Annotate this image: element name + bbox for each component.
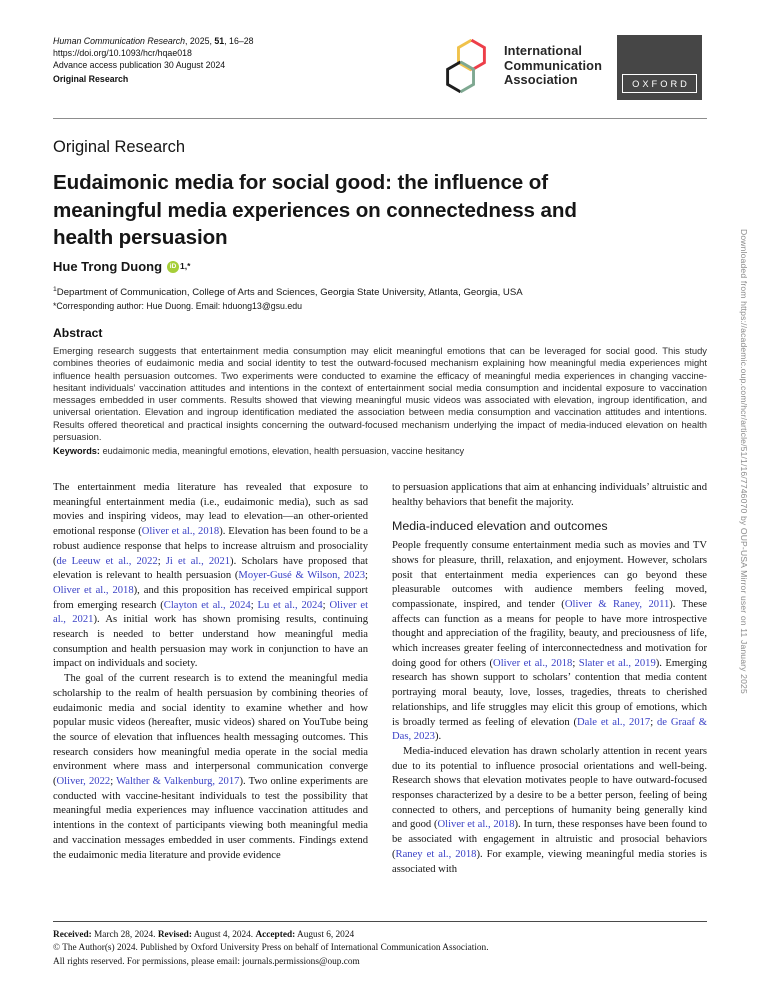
body-paragraph: to persuasion applications that aim at enhancing individuals’ altruistic and healthy behaviors that benefit the majority. bbox=[392, 482, 707, 508]
body-paragraph: The entertainment media literature has revealed that exposure to meaningful entertainment media (i.e., eudaimonic media), such as sad movies and inspiring videos, may lead to elevation—an other-oriented emotional response (Oliver et al., 2018). Elevation has been found to be a robust audience response that helps to increase altruism and prosociality (de Leeuw et al., 2022; Ji et al., 2021). Scholars have proposed that elevation is relevant to health persuasion (Moyer-Gusé & Wilson, 2023; Oliver et al., 2018), and this proposition has received empirical support from emerging research (Clayton et al., 2024; Lu et al., 2024; Oliver et al., 2021). As initial work has shown promising results, continuing research is needed to better understand how meaningful media consumption and health persuasion may work in conjunction to have an impact on individuals and society. bbox=[53, 482, 369, 670]
keywords-label: Keywords: bbox=[53, 446, 100, 456]
footer-permissions: All rights reserved. For permissions, please email: journals.permissions@oup.com bbox=[53, 956, 360, 967]
body-paragraph: Media-induced elevation has drawn scholarly attention in recent years due to its potential to influence prosocial orientations and well-being. Research shows that elevation motivates people to have outward-focused responses characterized by a desire to be a better person, feeling of being connected to others, and perceptions of humanity being generally kind and good (Oliver et al., 2018). In turn, these responses have been found to be associated with engagement in altruistic and prosocial behaviors (Raney et al., 2018). For example, viewing meaningful media stories is associated with bbox=[392, 745, 707, 875]
keywords-text: eudaimonic media, meaningful emotions, elevation, health persuasion, vaccine hesitancy bbox=[102, 446, 465, 456]
bold-text: 51 bbox=[214, 36, 225, 46]
author-superscript: 1,* bbox=[180, 260, 191, 271]
journal-citation-line: Human Communication Research, 2025, 51, 16–28 bbox=[53, 36, 254, 46]
ica-logo-text bbox=[504, 44, 602, 88]
oxford-label-frame bbox=[622, 74, 697, 93]
citation-link[interactable]: Oliver et al., 2018 bbox=[437, 819, 515, 831]
citation-link[interactable]: Slater et al., 2019 bbox=[578, 657, 656, 669]
body-paragraph: The goal of the current research is to extend the meaningful media scholarship to the realm of health persuasion by combining theories of eudaimonic media and social identity to examine whether and how popular music videos (hereafter, music videos) shared on YouTube being the source of elevation that influences health messaging outcomes. This research considers how meaningful media operate in the social media environment where mass and interpersonal communication converge (Oliver, 2022; Walther & Valkenburg, 2017). Two online experiments are conducted with vaccine-hesitant individuals to test the possibility that meaningful media experiences may influence vaccination attitudes and intentions in the context of participants viewing both meaningful media and vaccination messages embedded in user comments. Findings extend the eudaimonic media literature and provide evidence bbox=[53, 673, 368, 861]
oxford-logo bbox=[617, 35, 702, 100]
citation-link[interactable]: Raney et al., 2018 bbox=[395, 848, 477, 860]
article-type-label: Original Research bbox=[53, 73, 129, 84]
ica-line-3: Association bbox=[504, 72, 578, 88]
ica-line-2: Communication bbox=[504, 57, 602, 73]
italic-text: Human Communication Research bbox=[53, 36, 186, 46]
superscript-marker: 1 bbox=[53, 286, 57, 293]
citation-link[interactable]: Walther & Valkenburg, 2017 bbox=[116, 776, 240, 788]
oxford-label: OXFORD bbox=[632, 78, 690, 89]
bold-text: Received: bbox=[53, 930, 92, 940]
citation-link[interactable]: Moyer-Gusé & Wilson, 2023 bbox=[238, 570, 366, 582]
footer-divider bbox=[53, 921, 707, 922]
abstract-heading: Abstract bbox=[53, 326, 103, 340]
ica-logo bbox=[437, 28, 602, 104]
article-title: Eudaimonic media for social good: the influence of meaningful media experiences on connectedness and health persuasion bbox=[53, 171, 577, 249]
footer-dates: Received: March 28, 2024. Revised: August 4, 2024. Accepted: August 6, 2024 bbox=[53, 930, 355, 940]
citation-link[interactable]: Lu et al., 2024 bbox=[257, 599, 323, 611]
download-watermark: Downloaded from https://academic.oup.com/hcr/article/51/1/16/7746070 by OUP-USA Mirror user on 11 January 2025 bbox=[739, 229, 749, 694]
left-column bbox=[53, 481, 368, 922]
category-heading: Original Research bbox=[53, 138, 186, 156]
citation-link[interactable]: Oliver et al., 2021 bbox=[53, 599, 369, 626]
citation-link[interactable]: de Graaf & Das, 2023 bbox=[392, 716, 707, 743]
body-paragraph: People frequently consume entertainment media such as movies and TV shows for pleasure, thrill, relaxation, and enjoyment. However, scholars posit that entertainment media experiences can go beyond these pleasurable outcomes with audience members feeling moved, compassionate, inspired, and tender (Oliver & Raney, 2011). These affects can function as a means for people to have more introspective thought and appreciation of the fragility, beauty, and preciousness of life, which increases greater feeling of interconnectedness and motivation for doing good for others (Oliver et al., 2018; Slater et al., 2019). Emerging research has shown support to scholars’ contention that media content portraying moral beauty, love, losses, tragedies, threats to cherished relationships, and life struggles may elicit this group of emotions, which is broadly termed as feeling of elevation (Dale et al., 2017; de Graaf & Das, 2023). bbox=[392, 540, 707, 743]
footer-copyright: © The Author(s) 2024. Published by Oxford University Press on behalf of International Communication Association. bbox=[53, 943, 489, 954]
citation-link[interactable]: Oliver & Raney, 2011 bbox=[564, 598, 670, 610]
affiliation-text: $^1$Department of Communication, College of Arts and Sciences, Georgia State University, Atlanta, Georgia, USA bbox=[53, 286, 523, 299]
abstract-text: Emerging research suggests that entertainment media consumption may elicit meaningful emotions that can be leveraged for social good. This study combines theories of eudaimonic media and social identity to test the outward-focused mechanism explaining how meaningful media experiences might influence health persuasion outcomes. Two experiments were conducted to examine the efficacy of meaningful media experiences in changing vaccine-hesitant individuals’ vaccination attitudes and intentions in the context of entertainment social media consumption and incidental exposure to vaccination messages embedded in user comments. Results showed that viewing meaningful music videos was associated with elevation, ingroup identification, and universal orientation. Elevation and ingroup identification mediated the association between media consumption and vaccination attitudes and intentions. Results offered theoretical and practical insights concerning the outward-focused mechanism underlying the impact of media-induced elevation on health persuasion. bbox=[53, 345, 707, 443]
citation-link[interactable]: Clayton et al., 2024 bbox=[163, 599, 251, 611]
body-columns bbox=[53, 481, 707, 922]
citation-link[interactable]: Oliver et al., 2018 bbox=[53, 584, 134, 596]
bold-text: Revised: bbox=[157, 930, 192, 940]
citation-link[interactable]: Oliver et al., 2018 bbox=[141, 526, 220, 538]
doi-text: https://doi.org/10.1093/hcr/hqae018 bbox=[53, 48, 192, 59]
masthead bbox=[53, 35, 254, 85]
header-divider bbox=[53, 118, 707, 119]
ica-hexagons-icon bbox=[437, 28, 495, 104]
bold-text: Accepted: bbox=[255, 930, 296, 940]
author-name: Hue Trong Duong bbox=[53, 259, 163, 274]
citation-link[interactable]: Ji et al., 2021 bbox=[165, 555, 231, 567]
keywords-line bbox=[53, 446, 707, 456]
citation-link[interactable]: de Leeuw et al., 2022 bbox=[56, 555, 158, 567]
footer bbox=[53, 929, 707, 969]
ica-line-1: International bbox=[504, 43, 583, 59]
orcid-icon[interactable]: iD bbox=[167, 261, 179, 273]
advance-access-text: Advance access publication 30 August 2024 bbox=[53, 60, 226, 71]
citation-link[interactable]: Dale et al., 2017 bbox=[577, 716, 651, 728]
citation-link[interactable]: Oliver et al., 2018 bbox=[493, 657, 573, 669]
right-column bbox=[392, 481, 707, 922]
correspondence-text: *Corresponding author: Hue Duong. Email: hduong13@gsu.edu bbox=[53, 301, 303, 311]
section-heading: Media-induced elevation and outcomes bbox=[392, 519, 608, 534]
citation-link[interactable]: Oliver, 2022 bbox=[56, 776, 111, 788]
author-line bbox=[53, 259, 190, 274]
